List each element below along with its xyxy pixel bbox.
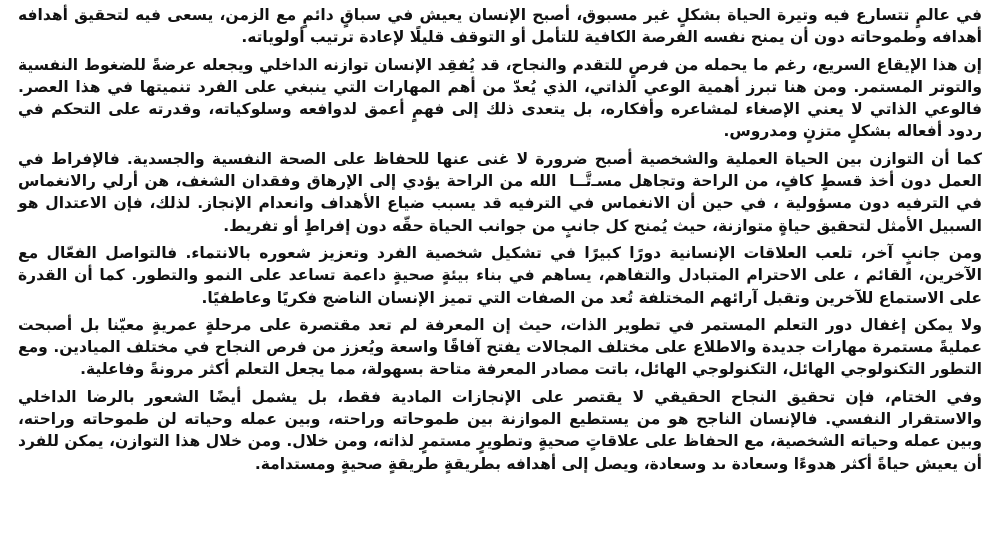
paragraph-continuous-learning: ولا يمكن إغفال دور التعلم المستمر في تطوير الذات، حيث إن المعرفة لم تعد مقتصرة على مرحلةٍ عمريةٍ معيّنا بل أصبحت عمليةً مستمرة مهارات جديدة والاطلاع على مختلف المجالات يفتح آفاقًا واسعة ويُعزز من فرص النجاح في مختلف الميادين. ومع التطور التكنولوجي الهائل، التكنولوجي الهائل، باتت مصادر المعرفة متاحة بسهولة، مما يجعل التعلم أكثر مرونةً وفاعلية. [18,315,982,379]
paragraph-relationships: ومن جانبٍ آخر، تلعب العلاقات الإنسانية دورًا كبيرًا في تشكيل شخصية الفرد وتعزيز شعوره بالانتماء. فالتواصل الفعّال مع الآخرين، القائم ، على الاحترام المتبادل والتفاهم، يساهم في بناء بيئةٍ صحيةٍ داعمة تساعد على النمو والتطور. كما أن القدرة على الاستماع للآخرين وتقبل آرائهم المختلفة تُعد من الصفات التي تميز الإنسان الناضج فكريًا وعاطفيًا. [18,243,982,307]
paragraph-work-life-balance: كما أن التوازن بين الحياة العملية والشخصية أصبح ضرورة لا غنى عنها للحفاظ على الصحة النفسية والجسدية. فالإفراط في العمل دون أخذ قسطٍ كافٍ، من الراحة وتجاهل مسـ‌‌‌تَّــا ‌ الله من الراحة يؤدي إلى الإرهاق وفقدان الشغف، هن أرلي رالانغماس في الترفيه دون مسؤولية ، في حين أن الانغماس في الترفيه قد يسبب ضياع الأهداف وانعدام الإنجاز. لذلك، فإن الاعتدال هو السبيل الأمثل لتحقيق حياةٍ متوازنة، حيث يُمنح كل جانبٍ من جوانب الحياة حقّه دون إفراطٍ أو تفريط. [18,149,982,235]
paragraph-conclusion: وفي الختام، فإن تحقيق النجاح الحقيقي لا يقتصر على الإنجازات المادية فقط، بل يشمل أيضًا الشعور بالرضا الداخلي والاستقرار النفسي. فالإنسان الناجح هو من يستطيع الموازنة بين طموحاته وراحته، وبين عمله وحياته لن طموحاته وراحته، وبين عمله وحياته الشخصية، مع الحفاظ على علاقاتٍ صحيةٍ وتطويرٍ مستمرٍ لذاته، ومن خلال. ومن خلال هذا التوازن، يمكن للفرد أن يعيش حياةً أكثر هدوءًا وسعادة ىد وسعادة، ويصل إلى أهدافه بطريقةٍ طريقةٍ صحيةٍ ومستدامة. [18,387,982,473]
paragraph-self-awareness: إن هذا الإيقاع السريع، رغم ما يحمله من فرصٍ للتقدم والنجاح، قد يُفقِد الإنسان توازنه الداخلي ويجعله عرضةً للضغوط النفسية والتوتر المستمر. ومن هنا تبرز أهمية الوعي الذاتي، الذي يُعدّ من أهم المهارات التي ينبغي على الفرد تنميتها في هذا العصر. فالوعي الذاتي لا يعني الإصغاء لمشاعره وأفكاره، بل يتعدى ذلك إلى فهمٍ أعمق لدوافعه وسلوكياته، وقدرته على التحكم في ردود أفعاله بشكلٍ متزنٍ ومدروس. [18,55,982,141]
paragraph-intro: في عالمٍ تتسارع فيه وتيرة الحياة بشكلٍ غير مسبوق، أصبح الإنسان يعيش في سباقٍ دائمٍ مع الزمن، يسعى فيه لتحقيق أهدافه أهدافه وطموحاته دون أن يمنح نفسه الفرصة الكافية للتأمل أو التوقف قليلًا لإعادة ترتيب أولوياته. [18,6,982,47]
